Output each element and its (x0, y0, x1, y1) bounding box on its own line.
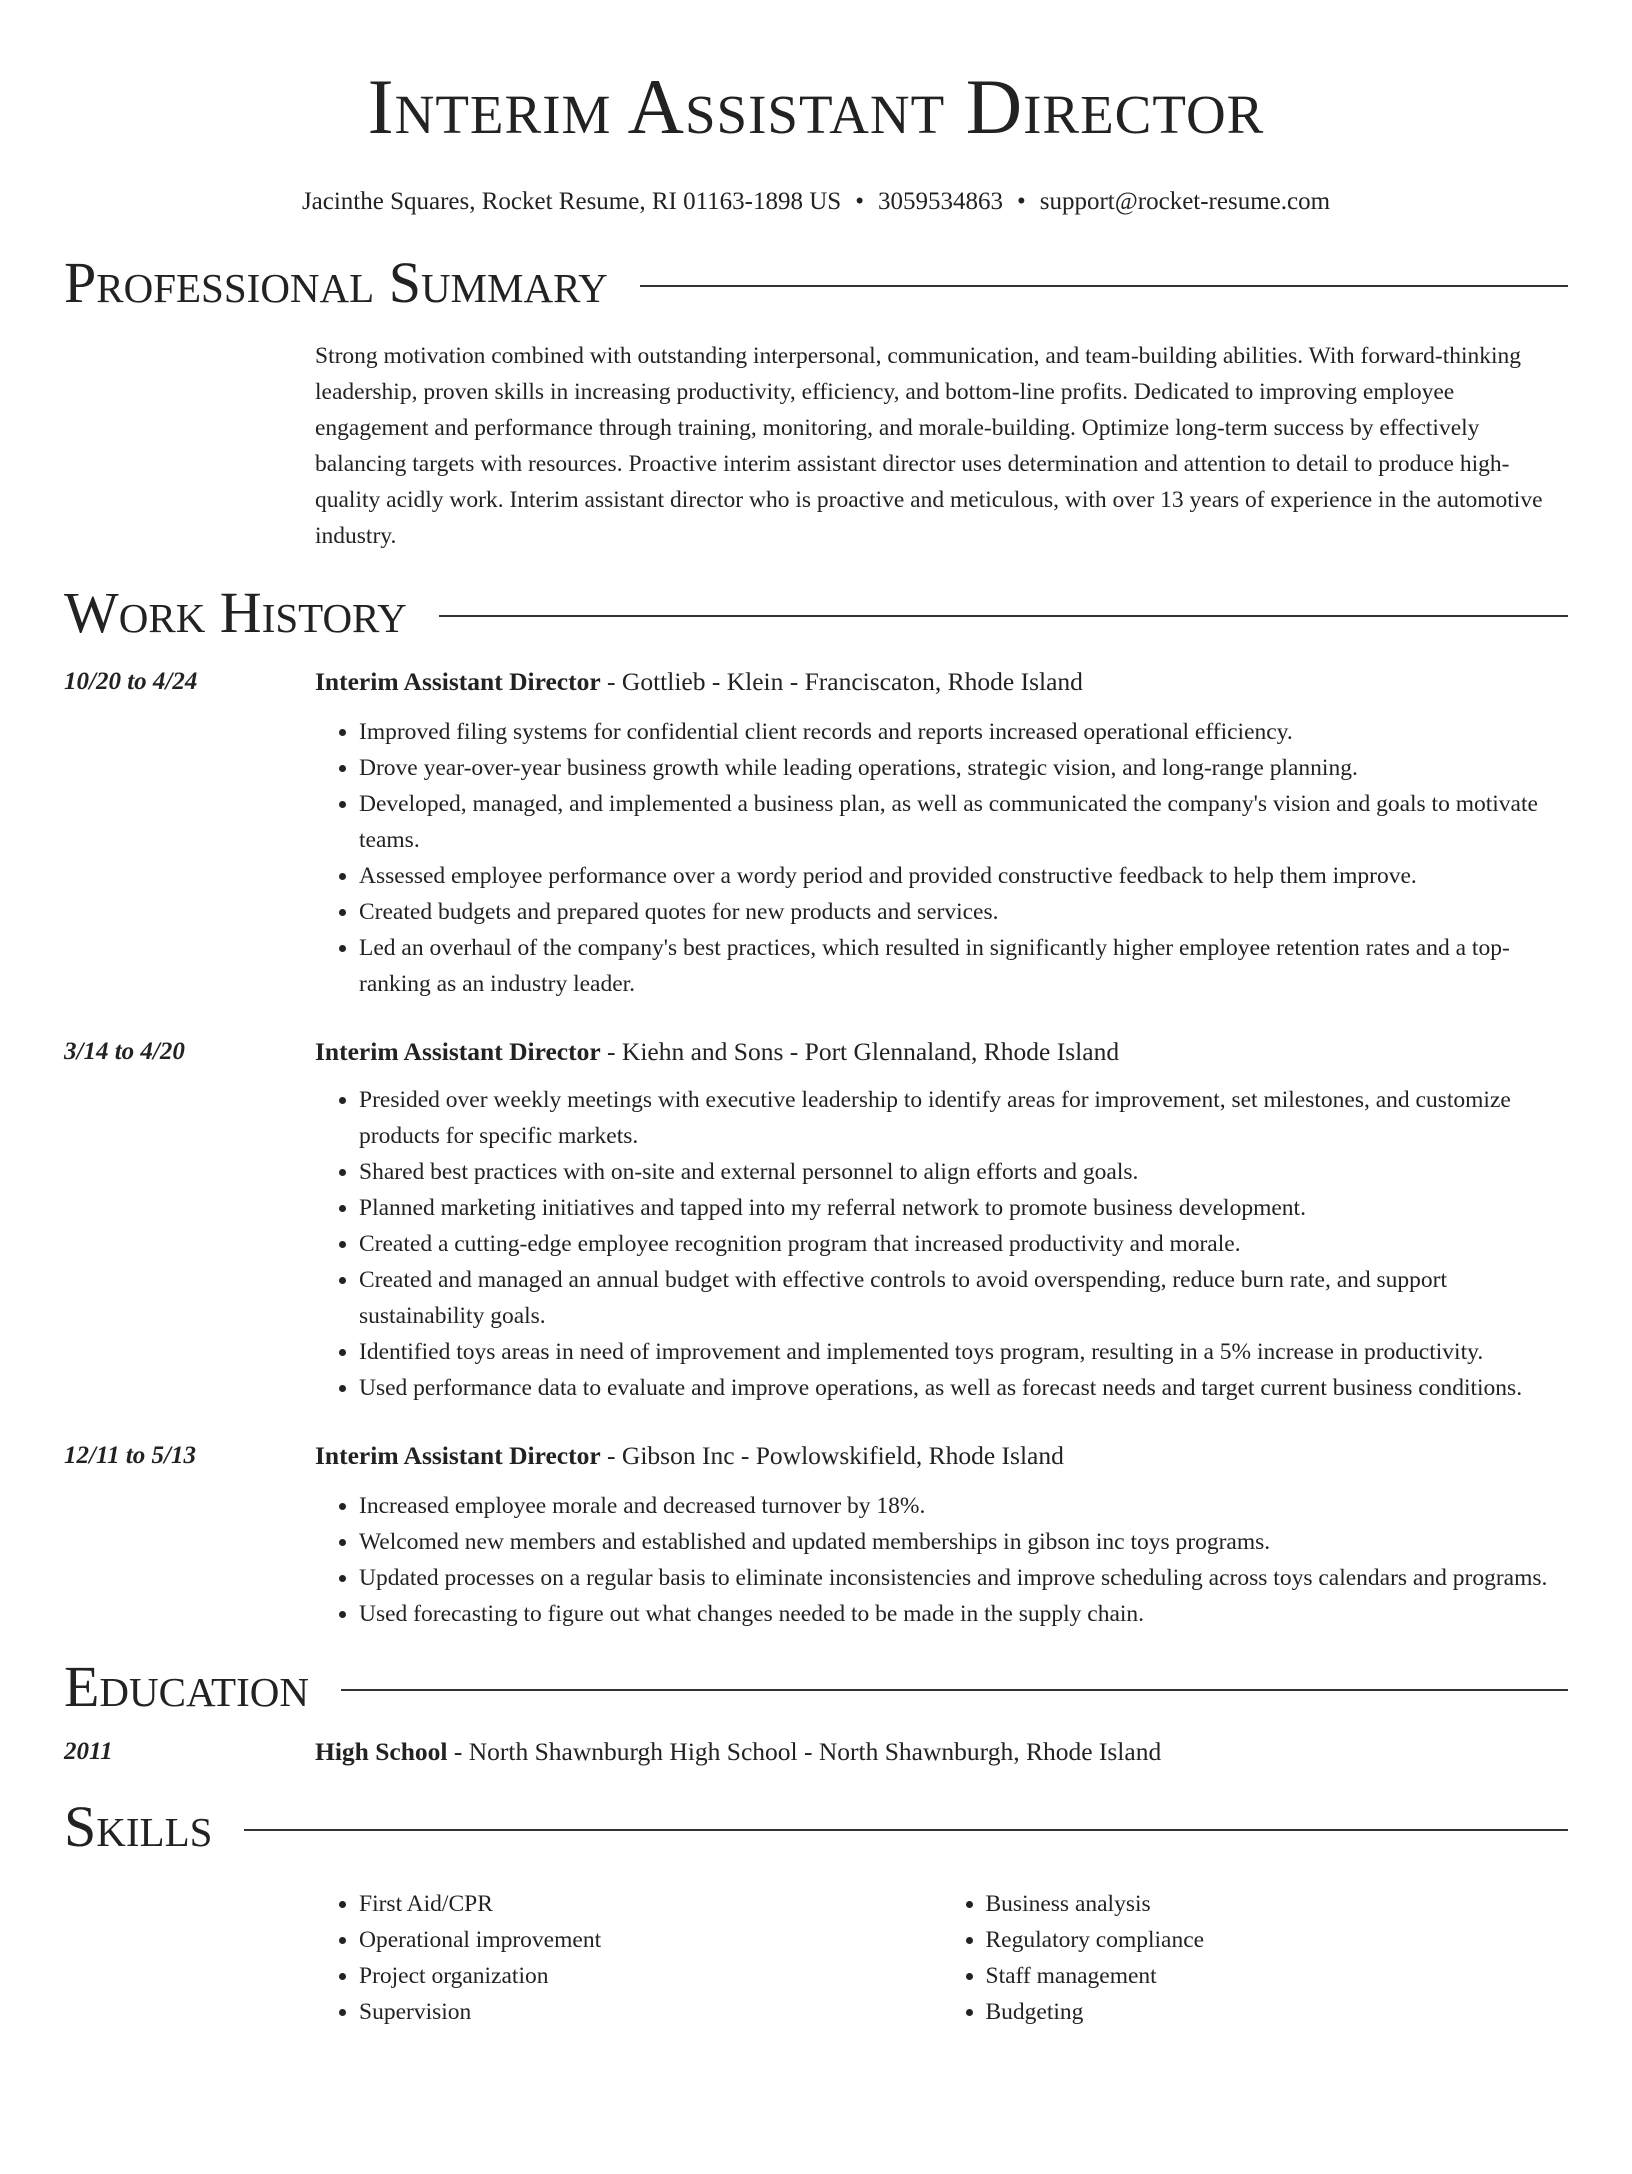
job-body (315, 1440, 1568, 1632)
job-bullet: • Used forecasting to figure out what changes needed to be made in the supply chain. (359, 1596, 1568, 1632)
job-bullet: • Developed, managed, and implemented a business plan, as well as communicated the company's vision and goals to motivate teams. (359, 786, 1568, 858)
skill-item: • Business analysis (986, 1886, 1569, 1922)
education-entry (64, 1736, 1568, 1768)
skill-item: • Project organization (359, 1958, 942, 1994)
skill-item: • Regulatory compliance (986, 1922, 1569, 1958)
summary-text: Strong motivation combined with outstanding interpersonal, communication, and team-building abilities. With forward-thinking leadership, proven skills in increasing productivity, efficiency, and bottom-line profits. Dedicated to improving employee engagement and performance through training, monitoring, and morale-building. Optimize long-term success by effectively balancing targets with resources. Proactive interim assistant director uses determination and attention to detail to produce high-quality acidly work. Interim assistant director who is proactive and meticulous, with over 13 years of experience in the automotive industry. (315, 343, 1543, 549)
skill-item: • First Aid/CPR (359, 1886, 942, 1922)
job-title: Interim Assistant Director (315, 1441, 601, 1470)
job-bullet: • Shared best practices with on-site and external personnel to align efforts and goals. (359, 1154, 1568, 1190)
section-divider (341, 1689, 1568, 1691)
job-bullet: • Identified toys areas in need of improvement and implemented toys program, resulting in a 5% increase in productivity. (359, 1334, 1568, 1370)
skills-list-right (942, 1886, 1569, 2030)
skills-heading: Skills (64, 1794, 213, 1859)
job-bullet: • Increased employee morale and decreased turnover by 18%. (359, 1488, 1568, 1524)
contact-separator: • (855, 188, 864, 215)
job-details: - Gottlieb - Klein - Franciscaton, Rhode Island (600, 667, 1083, 696)
job-bullet: • Assessed employee performance over a wordy period and provided constructive feedback to help them improve. (359, 858, 1568, 894)
job-bullet: • Created and managed an annual budget with effective controls to avoid overspending, reduce burn rate, and support sustainability goals. (359, 1262, 1568, 1334)
job-bullet: • Used performance data to evaluate and improve operations, as well as forecast needs and target current business conditions. (359, 1370, 1568, 1406)
job-entry (64, 1036, 1568, 1406)
job-bullet: • Improved filing systems for confidential client records and reports increased operational efficiency. (359, 714, 1568, 750)
work-heading: Work History (64, 580, 407, 645)
contact-line (64, 186, 1568, 218)
section-divider (244, 1829, 1568, 1831)
skills-section-header (64, 1794, 1568, 1860)
contact-separator: • (1016, 188, 1026, 215)
job-bullet: • Updated processes on a regular basis to eliminate inconsistencies and improve scheduling across toys calendars and programs. (359, 1560, 1568, 1596)
job-bullet: • Presided over weekly meetings with executive leadership to identify areas for improvement, set milestones, and customize products for specific markets. (359, 1082, 1568, 1154)
job-dates: 3/14 to 4/20 (64, 1038, 185, 1065)
contact-phone: 3059534863 (877, 188, 1003, 215)
job-body (315, 1036, 1568, 1406)
summary-section-header (64, 250, 1568, 316)
job-bullet: • Created budgets and prepared quotes for new products and services. (359, 894, 1568, 930)
job-bullets (315, 714, 1568, 1002)
skill-item: • Staff management (986, 1958, 1569, 1994)
contact-address: Jacinthe Squares, Rocket Resume, RI 01163-1898 US (301, 188, 842, 215)
job-title: Interim Assistant Director (315, 1037, 601, 1066)
job-bullet: • Drove year-over-year business growth while leading operations, strategic vision, and long-range planning. (359, 750, 1568, 786)
skills-columns (315, 1886, 1568, 2030)
education-section-header (64, 1654, 1568, 1720)
job-bullets (315, 1082, 1568, 1406)
education-degree: High School (315, 1737, 448, 1766)
skill-item: • Budgeting (986, 1994, 1569, 2030)
job-dates: 12/11 to 5/13 (64, 1442, 196, 1469)
job-bullet: • Welcomed new members and established and updated memberships in gibson inc toys programs. (359, 1524, 1568, 1560)
skill-item: • Operational improvement (359, 1922, 942, 1958)
work-section-header (64, 580, 1568, 646)
job-bullet: • Created a cutting-edge employee recognition program that increased productivity and morale. (359, 1226, 1568, 1262)
job-details: - Kiehn and Sons - Port Glennaland, Rhode Island (600, 1037, 1120, 1066)
education-heading-line (315, 1736, 1568, 1768)
job-entry (64, 666, 1568, 1002)
resume-title: Interim Assistant Director (367, 63, 1265, 150)
education-details: - North Shawnburgh High School - North Shawnburgh, Rhode Island (447, 1737, 1162, 1766)
job-heading (315, 666, 1568, 698)
section-divider (439, 615, 1568, 617)
job-bullet: • Planned marketing initiatives and tapped into my referral network to promote business development. (359, 1190, 1568, 1226)
job-bullet: • Led an overhaul of the company's best practices, which resulted in significantly higher employee retention rates and a top-ranking as an industry leader. (359, 930, 1568, 1002)
contact-email: support@rocket-resume.com (1039, 188, 1331, 215)
section-divider (640, 285, 1568, 287)
job-bullets (315, 1488, 1568, 1632)
education-year: 2011 (64, 1738, 113, 1765)
job-heading (315, 1440, 1568, 1472)
education-heading: Education (64, 1654, 309, 1719)
job-body (315, 666, 1568, 1002)
skills-list-left (315, 1886, 942, 2030)
job-heading (315, 1036, 1568, 1068)
summary-heading: Professional Summary (64, 250, 608, 315)
education-body (315, 1736, 1568, 1768)
skill-item: • Supervision (359, 1994, 942, 2030)
resume-page (0, 62, 1632, 2174)
job-entry (64, 1440, 1568, 1632)
job-details: - Gibson Inc - Powlowskifield, Rhode Island (600, 1441, 1064, 1470)
job-dates: 10/20 to 4/24 (64, 668, 198, 695)
job-title: Interim Assistant Director (315, 667, 601, 696)
